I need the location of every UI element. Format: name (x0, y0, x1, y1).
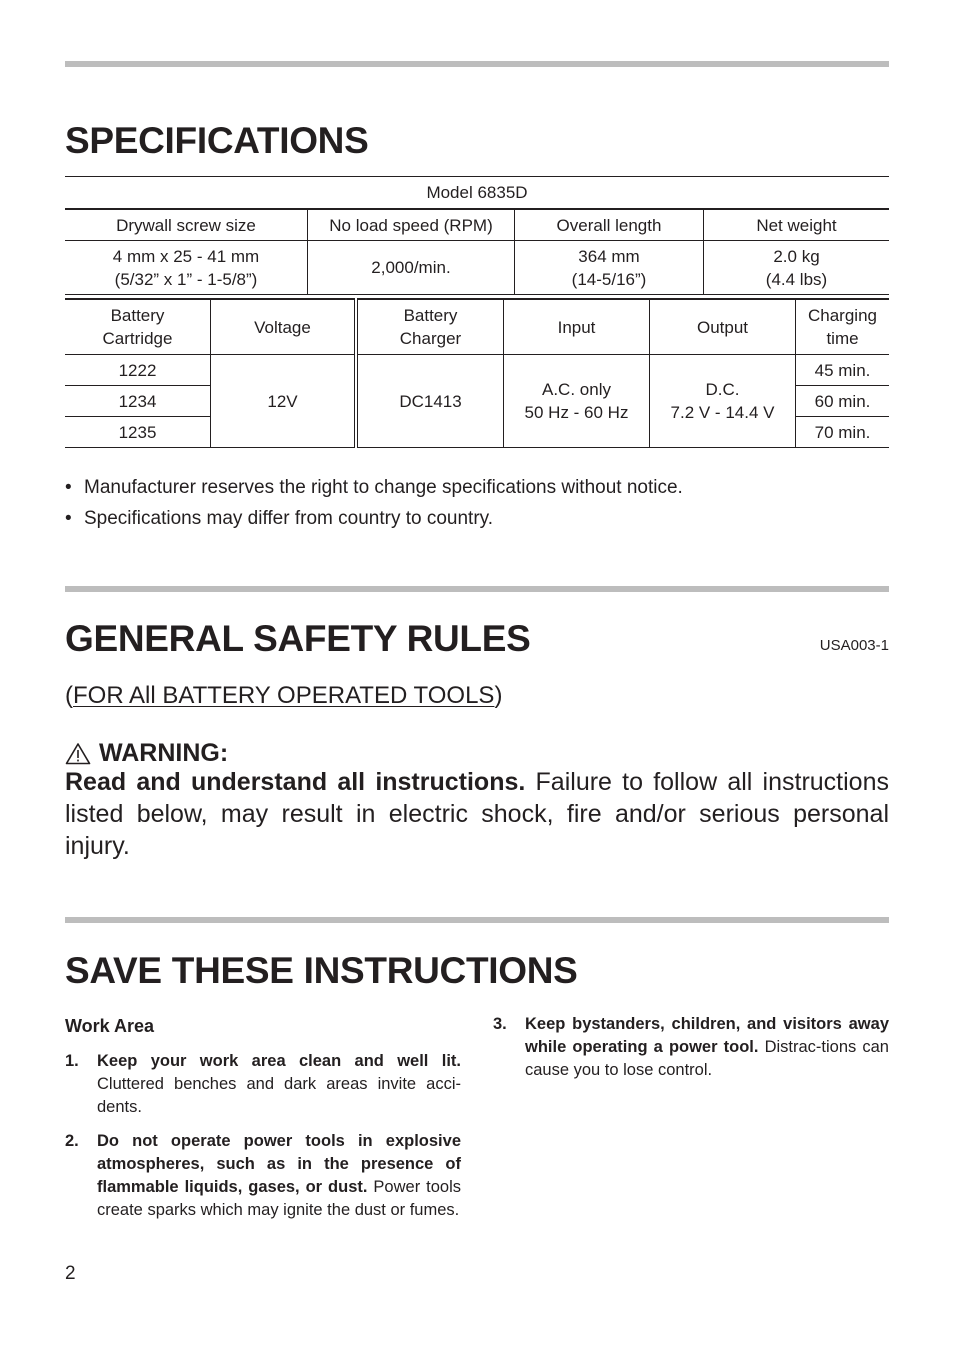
screw-size-metric: 4 mm x 25 - 41 mm (112, 246, 260, 266)
instruction-bold: Keep bystanders, children, and visitors away while operating a power tool. (525, 1015, 889, 1056)
specification-notes (65, 474, 889, 536)
warning-label: WARNING: (99, 739, 229, 767)
header-battery-charger-line1: Battery (403, 306, 458, 325)
subtitle-paren-open: ( (65, 682, 73, 709)
output-line1: D.C. (705, 380, 740, 399)
left-column (65, 1014, 461, 1233)
instruction-text: Power tools create sparks which may ignite the dust or fumes. (97, 1178, 461, 1219)
header-charging-time-line2: time (826, 329, 859, 348)
value-weight (704, 241, 890, 295)
instruction-bold: Do not operate power tools in explosive atmospheres, such as in the presence of flammable liquids, gases, or dust. (97, 1132, 461, 1196)
note-item: • Specifications may differ from country to country. (65, 505, 889, 536)
instruction-number: 1. (65, 1052, 79, 1070)
header-length: Overall length (515, 209, 704, 241)
instruction-text: Distrac-tions can cause you to lose control. (525, 1038, 889, 1079)
header-charging-time-line1: Charging (808, 306, 877, 325)
input-value (504, 355, 650, 448)
work-area-heading: Work Area (65, 1016, 155, 1036)
output-line2: 7.2 V - 14.4 V (670, 403, 775, 422)
header-input: Input (504, 299, 650, 355)
voltage-value: 12V (211, 355, 357, 448)
instruction-item (65, 1050, 461, 1119)
header-output: Output (650, 299, 796, 355)
cartridge-1234: 1234 (65, 386, 211, 417)
header-battery-charger-line2: Charger (399, 329, 462, 348)
cartridge-1222: 1222 (65, 355, 211, 386)
instruction-number: 3. (493, 1015, 507, 1033)
header-battery-cartridge (65, 299, 211, 355)
header-speed: No load speed (RPM) (308, 209, 515, 241)
battery-table (65, 298, 889, 448)
header-battery-charger (356, 299, 504, 355)
right-column (493, 1013, 889, 1093)
input-line2: 50 Hz - 60 Hz (524, 403, 629, 422)
page-number: 2 (65, 1263, 76, 1284)
save-divider (65, 917, 889, 923)
cartridge-1235: 1235 (65, 417, 211, 448)
document-code: USA003-1 (819, 637, 889, 654)
value-screw-size (65, 241, 308, 295)
input-line1: A.C. only (542, 380, 611, 399)
value-speed: 2,000/min. (308, 241, 515, 295)
warning-body (65, 766, 889, 862)
weight-imperial: (4.4 lbs) (765, 269, 828, 289)
screw-size-imperial: (5/32” x 1” - 1-5/8”) (114, 269, 258, 289)
header-charging-time (796, 299, 890, 355)
warning-triangle-icon (65, 742, 91, 765)
specifications-table (65, 176, 889, 295)
save-title: SAVE THESE INSTRUCTIONS (65, 950, 578, 991)
charging-time-1235: 70 min. (796, 417, 890, 448)
instruction-number: 2. (65, 1132, 79, 1150)
model-label: Model 6835D (65, 177, 889, 210)
charger-value: DC1413 (356, 355, 504, 448)
instruction-text: Cluttered benches and dark areas invite acci-dents. (97, 1075, 461, 1116)
header-voltage: Voltage (211, 299, 357, 355)
top-divider (65, 61, 889, 67)
warning-text: Failure to follow all instructions listed below, may result in electric shock, fire and/or serious personal injury. (65, 768, 889, 860)
safety-title: GENERAL SAFETY RULES (65, 618, 531, 659)
header-weight: Net weight (704, 209, 890, 241)
subtitle-paren-close: ) (494, 682, 503, 709)
charging-time-1234: 60 min. (796, 386, 890, 417)
safety-divider (65, 586, 889, 592)
instruction-bold: Keep your work area clean and well lit. (97, 1052, 461, 1070)
subtitle-text: FOR All BATTERY OPERATED TOOLS (73, 682, 495, 709)
length-imperial: (14-5/16”) (571, 269, 647, 289)
header-screw-size: Drywall screw size (65, 209, 308, 241)
weight-metric: 2.0 kg (773, 246, 820, 266)
header-battery-cartridge-line1: Battery (110, 306, 165, 325)
specifications-title: SPECIFICATIONS (65, 120, 369, 161)
value-length (515, 241, 704, 295)
charging-time-1222: 45 min. (796, 355, 890, 386)
length-metric: 364 mm (578, 246, 640, 266)
instruction-item (65, 1130, 461, 1222)
header-battery-cartridge-line2: Cartridge (102, 329, 173, 348)
note-item: • Manufacturer reserves the right to change specifications without notice. (65, 474, 889, 505)
warning-heading (65, 738, 228, 768)
warning-bold-text: Read and understand all instructions. (65, 768, 526, 796)
safety-subtitle (65, 681, 502, 711)
output-value (650, 355, 796, 448)
instruction-item (493, 1013, 889, 1082)
